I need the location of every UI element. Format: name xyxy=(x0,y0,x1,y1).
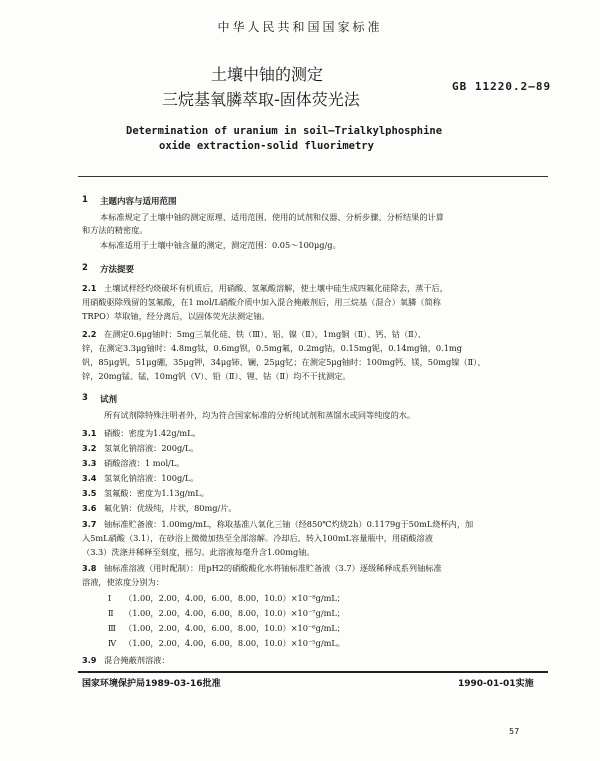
series-label: Ⅰ xyxy=(108,593,112,603)
series-label: Ⅲ xyxy=(108,623,116,633)
issuing-authority: 中华人民共和国国家标准 xyxy=(217,20,383,34)
reagent-text: 硝酸：密度为1.42g/mL。 xyxy=(104,428,201,438)
clause-3-8-number: 3.8 xyxy=(82,563,97,573)
section-2-number: 2 xyxy=(82,263,88,273)
reagent-number: 3.6 xyxy=(82,503,97,513)
section-1-title: 主题内容与适用范围 xyxy=(100,197,177,207)
implementation-date: 1990-01-01实施 xyxy=(458,679,534,689)
title-line-1: 土壤中铀的测定 xyxy=(211,65,324,84)
reagent-number: 3.2 xyxy=(82,443,97,453)
series-label: Ⅱ xyxy=(108,608,114,618)
section-2-title: 方法提要 xyxy=(100,265,135,275)
reagent-text: 氟化钠：优级纯，片状，80mg/片。 xyxy=(104,503,237,513)
clause-3-8-line-2: 溶液，使浓度分别为： xyxy=(82,577,164,587)
reagent-number: 3.4 xyxy=(82,473,97,483)
reagent-number: 3.3 xyxy=(82,458,97,468)
title-line-2: 三烷基氧膦萃取-固体荧光法 xyxy=(162,90,360,109)
title-divider xyxy=(78,176,548,177)
section-1-paragraph-2: 本标准适用于土壤中铀含量的测定，测定范围：0.05～100μg/g。 xyxy=(100,240,341,250)
series-values: （1.00，2.00，4.00，6.00，8.00，10.0）×10⁻⁵g/mL。 xyxy=(124,638,345,648)
english-title-line-2: oxide extraction-solid fluorimetry xyxy=(159,140,374,152)
clause-2-2-line-3: 钒，85μg钒，51μg硼，35μg钾，34μg铈、镧，25μg钇；在测定5μg铀时：100mg钙、镁，50mg镍（Ⅱ）、 xyxy=(82,357,486,367)
clause-3-9-text: 混合掩蔽剂溶液： xyxy=(104,655,170,665)
clause-2-1-number: 2.1 xyxy=(82,283,97,293)
english-title-line-1: Determination of uranium in soil—Trialkylphosphine xyxy=(126,125,443,137)
clause-3-7-line-3: （3.3）洗涤并稀释至刻度，摇匀。此溶液每毫升含1.00mg铀。 xyxy=(82,547,315,557)
reagent-text: 硝酸溶液：1 mol/L。 xyxy=(104,458,185,468)
section-1-paragraph-1-line-1: 本标准规定了土壤中铀的测定原理、适用范围、使用的试剂和仪器、分析步骤、分析结果的计算 xyxy=(100,212,444,222)
series-values: （1.00，2.00，4.00，6.00，8.00，10.0）×10⁻⁶g/mL； xyxy=(124,623,345,633)
clause-3-7-line-1: 铀标准贮备液：1.00mg/mL，称取基准八氧化三铀（经850℃灼烧2h）0.1179g于50mL烧杯内，加 xyxy=(104,519,474,529)
section-1-paragraph-1-line-2: 和方法的精密度。 xyxy=(82,225,148,235)
standard-number: GB 11220.2—89 xyxy=(452,80,552,93)
approval-date: 国家环境保护局1989-03-16批准 xyxy=(82,679,221,689)
clause-3-9-number: 3.9 xyxy=(82,655,97,665)
section-3-title: 试剂 xyxy=(100,395,118,405)
reagent-text: 氢氧化钠溶液：200g/L。 xyxy=(104,443,199,453)
section-1-number: 1 xyxy=(82,195,88,205)
clause-2-2-line-4: 锌，20mg锰、锰，10mg钒（V）、铅（Ⅱ）、锂、钴（Ⅱ）均不干扰测定。 xyxy=(82,371,351,381)
clause-2-2-number: 2.2 xyxy=(82,329,97,339)
clause-2-1-line-2: 用硝酸驱除残留的氢氟酸，在1 mol/L硝酸介质中加入混合掩蔽剂后，用三烷基（混合）氧膦（简称 xyxy=(82,297,441,307)
clause-3-8-line-1: 铀标准溶液（用时配制）：用pH2的硝酸酸化水将铀标准贮备液（3.7）逐级稀释成系列铀标准 xyxy=(104,563,442,573)
clause-3-7-number: 3.7 xyxy=(82,519,97,529)
reagent-number: 3.5 xyxy=(82,488,97,498)
series-values: （1.00，2.00，4.00，6.00，8.00，10.0）×10⁻⁸g/mL； xyxy=(124,593,345,603)
clause-2-2-line-1: 在测定0.6μg铀时：5mg三氧化硅、铁（Ⅲ）、铝、镍（Ⅱ），1mg铜（Ⅱ）、钙、钴（Ⅱ）、 xyxy=(104,329,427,339)
section-3-number: 3 xyxy=(82,393,88,403)
clause-2-2-line-2: 锌，在测定3.3μg铀时：4.8mg钛，0.6mg钡，0.5mg氟，0.2mg钴，0.15mg铌，0.14mg铀，0.1mg xyxy=(82,343,462,353)
clause-2-1-line-1: 土壤试样经灼烧破坏有机质后，用硝酸、氢氟酸溶解，使土壤中硅生成四氟化硅除去，蒸干后， xyxy=(104,283,448,293)
section-3-intro: 所有试剂除特殊注明者外，均为符合国家标准的分析纯试剂和蒸馏水或同等纯度的水。 xyxy=(104,410,416,420)
page-number: 57 xyxy=(509,727,520,736)
series-values: （1.00，2.00，4.00，6.00，8.00，10.0）×10⁻⁷g/mL； xyxy=(124,608,345,618)
reagent-number: 3.1 xyxy=(82,428,97,438)
footer-divider xyxy=(78,671,548,673)
clause-3-7-line-2: 入5mL硝酸（3.1），在砂浴上微微加热至全部溶解。冷却后，转入100mL容量瓶中，用硝酸溶液 xyxy=(82,533,433,543)
clause-2-1-line-3: TRPO）萃取铀，经分离后，以固体荧光法测定铀。 xyxy=(82,311,270,321)
series-label: Ⅳ xyxy=(108,638,117,648)
reagent-text: 氢氧化钠溶液：100g/L。 xyxy=(104,473,199,483)
reagent-text: 氢氟酸：密度为1.13g/mL。 xyxy=(104,488,209,498)
